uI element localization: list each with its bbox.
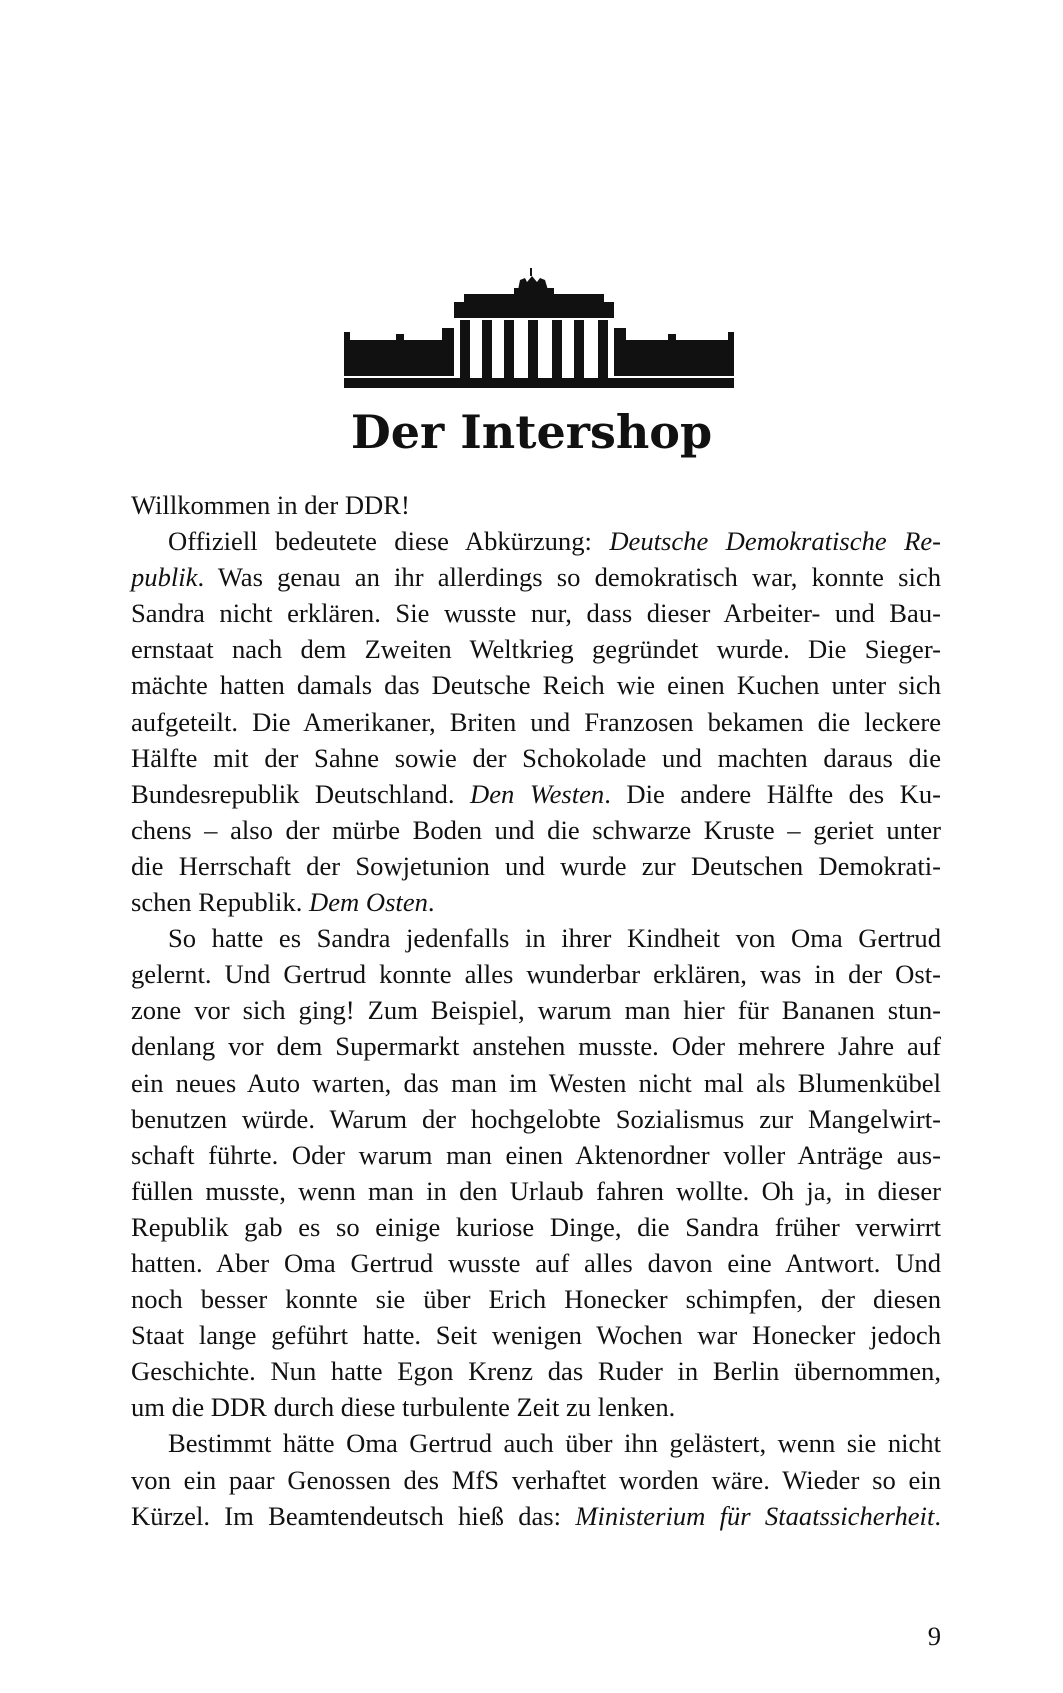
text-line: Willkommen in der DDR!: [131, 490, 410, 520]
text-line: ein neues Auto warten, das man im Westen nicht mal als Blumenkübel: [131, 1067, 941, 1098]
text-line: Hälfte mit der Sahne sowie der Schokolade und machten daraus die: [131, 742, 941, 773]
text-line: gelernt. Und Gertrud konnte alles wunderbar erklären, was in der Ost-: [131, 959, 941, 990]
chapter-title: Der Intershop: [350, 405, 713, 459]
text-line: Staat lange geführt hatte. Seit wenigen Wochen war Honecker jedoch: [131, 1320, 941, 1351]
text-line: von ein paar Genossen des MfS verhaftet worden wäre. Wieder so ein: [131, 1464, 941, 1495]
text-line: Kürzel. Im Beamtendeutsch hieß das: Ministerium für Staatssicherheit.: [131, 1500, 941, 1531]
text-line: füllen musste, wenn man in den Urlaub fahren wollte. Oh ja, in dieser: [131, 1175, 941, 1206]
text-line: Offiziell bedeutete diese Abkürzung: Deutsche Demokratische Re-: [168, 526, 941, 557]
text-line: Bundesrepublik Deutschland. Den Westen. Die andere Hälfte des Ku-: [131, 778, 941, 809]
text-line: mächte hatten damals das Deutsche Reich wie einen Kuchen unter sich: [131, 670, 941, 701]
page-number: 9: [927, 1621, 941, 1651]
text-line: noch besser konnte sie über Erich Honecker schimpfen, der diesen: [131, 1284, 941, 1315]
body-text: [131, 487, 941, 1534]
text-line: publik. Was genau an ihr allerdings so demokratisch war, konnte sich: [131, 562, 941, 593]
text-line: benutzen würde. Warum der hochgelobte Sozialismus zur Mangelwirt-: [131, 1103, 941, 1134]
text-line: Sandra nicht erklären. Sie wusste nur, dass dieser Arbeiter- und Bau-: [131, 598, 941, 629]
brandenburg-gate-icon: [344, 268, 734, 398]
text-line: die Herrschaft der Sowjetunion und wurde zur Deutschen Demokrati-: [131, 850, 941, 881]
text-line: um die DDR durch diese turbulente Zeit zu lenken.: [131, 1392, 676, 1423]
text-line: schaft führte. Oder warum man einen Aktenordner voller Anträge aus-: [131, 1139, 941, 1170]
text-line: ernstaat nach dem Zweiten Weltkrieg gegründet wurde. Die Sieger-: [131, 634, 941, 665]
text-line: chens – also der mürbe Boden und die schwarze Kruste – geriet unter: [131, 814, 941, 845]
text-line: schen Republik. Dem Osten.: [131, 887, 435, 918]
text-line: denlang vor dem Supermarkt anstehen musste. Oder mehrere Jahre auf: [131, 1031, 941, 1062]
text-line: aufgeteilt. Die Amerikaner, Briten und Franzosen bekamen die leckere: [131, 706, 941, 737]
text-line: Republik gab es so einige kuriose Dinge, die Sandra früher verwirrt: [131, 1211, 941, 1242]
text-line: zone vor sich ging! Zum Beispiel, warum man hier für Bananen stun-: [131, 995, 941, 1026]
text-line: So hatte es Sandra jedenfalls in ihrer Kindheit von Oma Gertrud: [168, 923, 941, 954]
text-line: Bestimmt hätte Oma Gertrud auch über ihn gelästert, wenn sie nicht: [168, 1428, 941, 1459]
text-line: hatten. Aber Oma Gertrud wusste auf alles davon eine Antwort. Und: [131, 1247, 941, 1278]
text-line: Geschichte. Nun hatte Egon Krenz das Ruder in Berlin übernommen,: [131, 1356, 941, 1387]
